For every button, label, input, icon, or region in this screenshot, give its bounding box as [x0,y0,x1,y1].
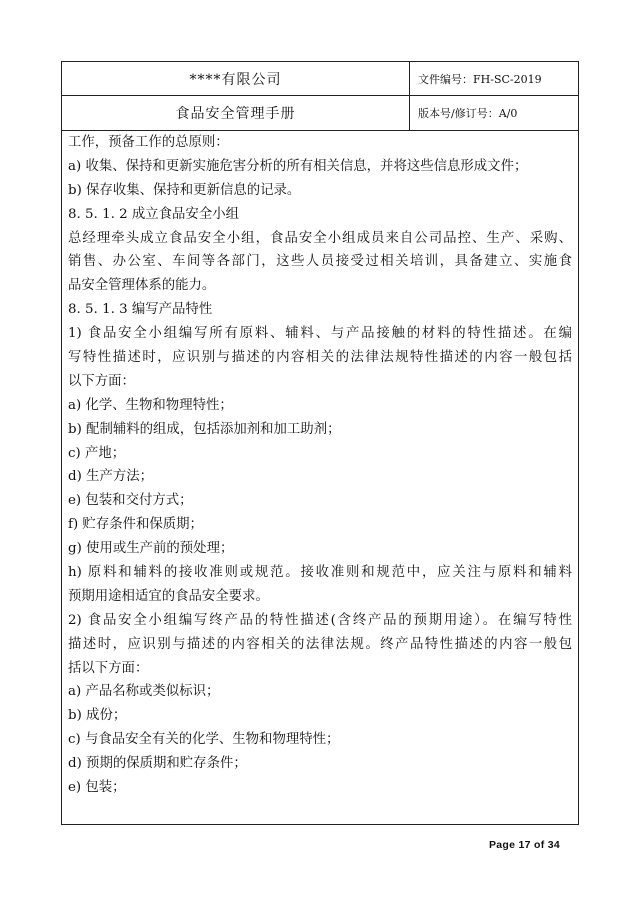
body-line: f) 贮存条件和保质期； [68,517,203,533]
body-line: b) 保存收集、保持和更新信息的记录。 [68,182,301,198]
body-line: d) 预期的保质期和贮存条件； [68,756,247,772]
body-line: a) 化学、生物和物理特性； [68,397,233,413]
body-line: e) 包装和交付方式； [68,493,193,509]
body-line: c) 与食品安全有关的化学、生物和物理特性； [68,732,340,748]
version-number: 版本号/修订号：A/0 [418,107,518,120]
body-line: 1) 食品安全小组编写所有原料、辅料、与产品接触的材料的特性描述。在编 [68,326,572,342]
body-line: 工作，预备工作的总原则： [68,135,229,150]
body-line: 描述时，应识别与描述的内容相关的法律法规。终产品特性描述的内容一般包 [68,636,572,652]
header-row-title [62,96,578,131]
body-line: h) 原料和辅料的接收准则或规范。接收准则和规范中，应关注与原料和辅料 [68,565,572,581]
body-line: 写特性描述时，应识别与描述的内容相关的法律法规特性描述的内容一般包括 [68,350,572,366]
body-line: 品安全管理体系的能力。 [68,278,216,294]
body-line: g) 使用或生产前的预处理； [68,541,234,557]
document-number: 文件编号：FH-SC-2019 [418,72,542,86]
body-line: 以下方面： [68,373,135,389]
company-name: ****有限公司 [62,62,410,95]
page-number: Page 17 of 34 [488,839,560,851]
body-line: 8. 5. 1. 2 成立食品安全小组 [68,206,239,222]
body-line: e) 包装； [68,780,126,796]
document-body [62,131,578,800]
header-row-company [62,62,578,96]
body-line: 销售、办公室、车间等各部门，这些人员接受过相关培训，具备建立、实施食 [68,254,572,270]
body-line: b) 成份； [68,708,127,724]
body-line: a) 产品名称或类似标识； [68,684,220,700]
body-line: d) 生产方法； [68,469,154,485]
body-line: a) 收集、保持和更新实施危害分析的所有相关信息，并将这些信息形成文件； [68,158,528,174]
body-line: 2) 食品安全小组编写终产品的特性描述(含终产品的预期用途）。在编写特性 [68,612,572,628]
body-line: b) 配制辅料的组成，包括添加剂和加工助剂； [68,421,341,437]
manual-title: 食品安全管理手册 [62,96,410,130]
body-line: 总经理牵头成立食品安全小组，食品安全小组成员来自公司品控、生产、采购、 [68,230,572,246]
body-line: 预期用途相适宜的食品安全要求。 [68,588,269,604]
body-line: 8. 5. 1. 3 编写产品特性 [68,302,213,318]
document-frame [61,61,579,825]
body-line: c) 产地； [68,445,126,461]
body-line: 括以下方面： [68,660,149,676]
